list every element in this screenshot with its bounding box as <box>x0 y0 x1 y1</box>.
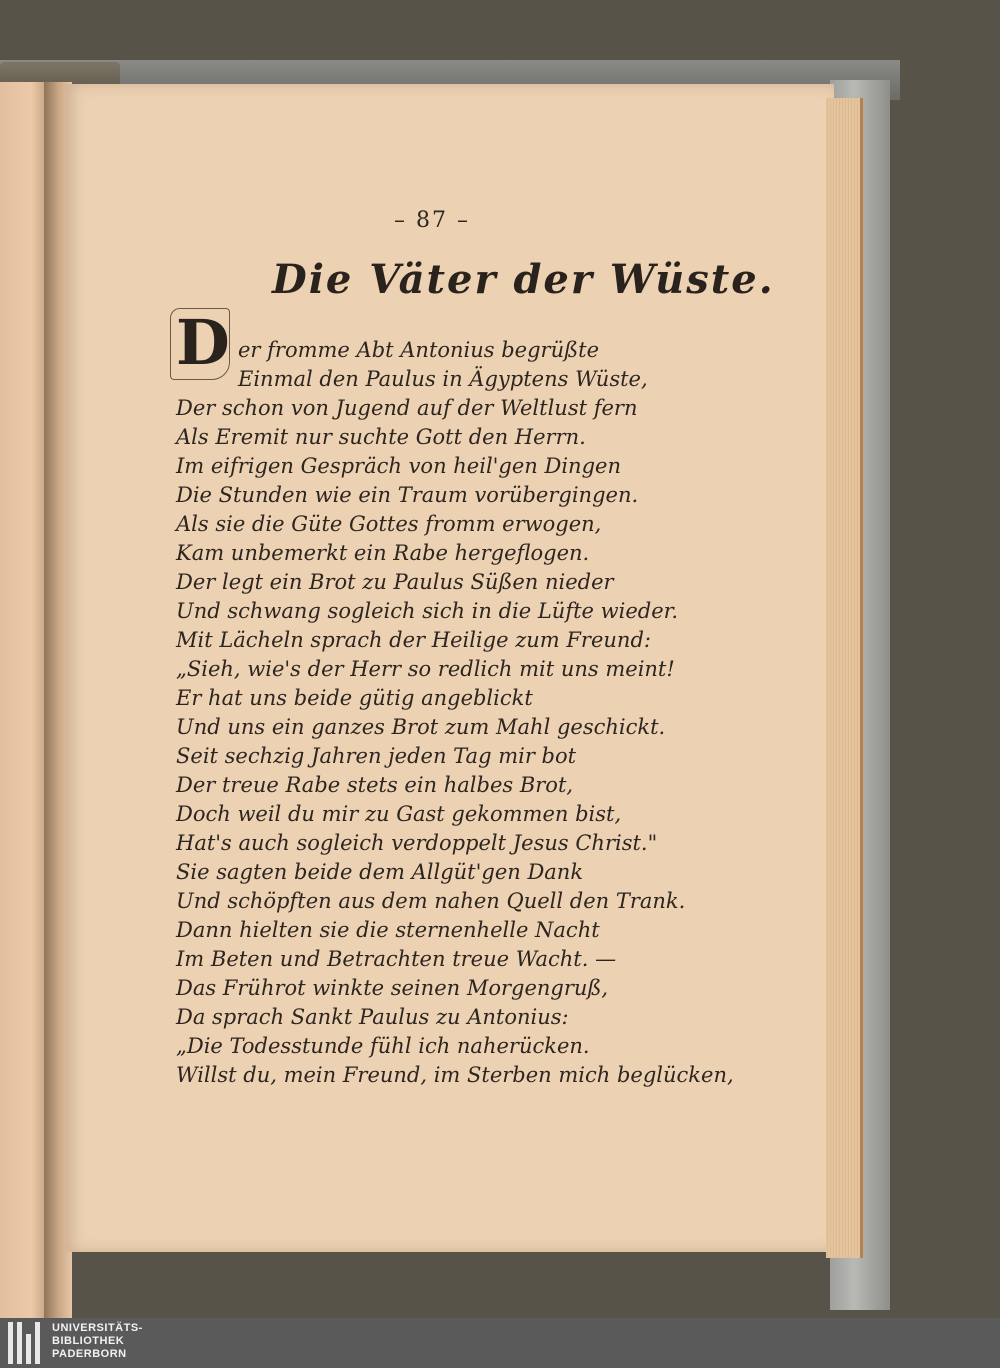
poem-line: Hat's auch sogleich verdoppelt Jesus Christ." <box>176 831 658 855</box>
poem-line: Dann hielten sie die sternenhelle Nacht <box>176 918 600 942</box>
poem-line: Willst du, mein Freund, im Sterben mich beglücken, <box>176 1063 734 1087</box>
page-number: – 87 – <box>394 208 470 233</box>
library-name-line1: UNIVERSITÄTS- <box>52 1322 143 1334</box>
library-footer-bar <box>0 1318 1000 1368</box>
poem-line: „Sieh, wie's der Herr so redlich mit uns meint! <box>176 657 675 681</box>
poem-line: Seit sechzig Jahren jeden Tag mir bot <box>176 744 577 768</box>
poem-line: Doch weil du mir zu Gast gekommen bist, <box>176 802 622 826</box>
poem-line: Im Beten und Betrachten treue Wacht. — <box>176 947 617 971</box>
poem-line: Und schöpften aus dem nahen Quell den Trank. <box>176 889 686 913</box>
library-name-line3: PADERBORN <box>52 1348 127 1360</box>
poem-line: Mit Lächeln sprach der Heilige zum Freund: <box>176 628 651 652</box>
poem-line: Kam unbemerkt ein Rabe hergeflogen. <box>176 541 590 565</box>
poem-line: Die Stunden wie ein Traum vorübergingen. <box>176 483 639 507</box>
library-name-line2: BIBLIOTHEK <box>52 1335 125 1347</box>
poem-line: Der schon von Jugend auf der Weltlust fern <box>176 396 638 420</box>
poem-line: Sie sagten beide dem Allgüt'gen Dank <box>176 860 584 884</box>
poem-line: „Die Todesstunde fühl ich naherücken. <box>176 1034 590 1058</box>
poem-line: Im eifrigen Gespräch von heil'gen Dingen <box>176 454 621 478</box>
poem-line: Der treue Rabe stets ein halbes Brot, <box>176 773 574 797</box>
poem-line: Da sprach Sankt Paulus zu Antonius: <box>176 1005 569 1029</box>
poem-line: Das Frührot winkte seinen Morgengruß, <box>176 976 609 1000</box>
poem-line: Als Eremit nur suchte Gott den Herrn. <box>176 425 586 449</box>
library-name <box>52 1322 143 1361</box>
poem-line: Einmal den Paulus in Ägyptens Wüste, <box>238 367 648 391</box>
poem-line: Der legt ein Brot zu Paulus Süßen nieder <box>176 570 614 594</box>
drop-cap-initial: D <box>176 306 230 379</box>
poem-line: Als sie die Güte Gottes fromm erwogen, <box>176 512 602 536</box>
poem-line: Und uns ein ganzes Brot zum Mahl geschickt. <box>176 715 666 739</box>
library-logo-icon <box>8 1322 48 1364</box>
poem-line: er fromme Abt Antonius begrüßte <box>238 338 600 362</box>
poem-line: Und schwang sogleich sich in die Lüfte wieder. <box>176 599 679 623</box>
poem-title: Die Väter der Wüste. <box>272 256 775 303</box>
page-edges <box>826 98 863 1258</box>
poem-line: Er hat uns beide gütig angeblickt <box>176 686 533 710</box>
